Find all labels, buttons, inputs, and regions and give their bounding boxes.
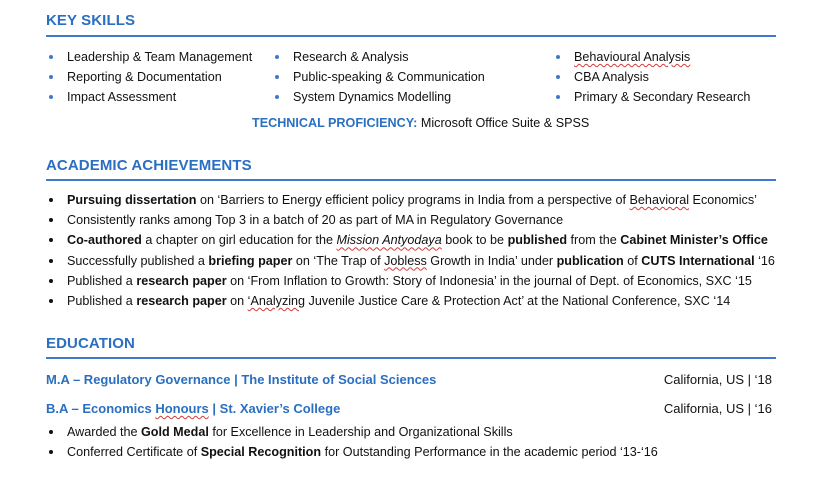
education-rule	[46, 357, 776, 359]
list-item: Pursuing dissertation on ‘Barriers to Energy efficient policy programs in India from a perspective of Behavioral Economics’	[46, 190, 775, 210]
education-heading: EDUCATION	[46, 335, 135, 352]
achievement-list	[46, 190, 775, 311]
list-item: Co-authored a chapter on girl education for the Mission Antyodaya book to be published from the Cabinet Minister’s Office	[46, 230, 775, 250]
list-item: Successfully published a briefing paper on ‘The Trap of Jobless Growth in India’ under publication of CUTS International ‘16	[46, 251, 775, 271]
degree-location: California, US | ‘16	[663, 401, 772, 416]
skill-item: Public-speaking & Communication	[272, 67, 485, 87]
list-item: Published a research paper on ‘Analyzing Juvenile Justice Care & Protection Act’ at the National Conference, SXC ‘14	[46, 291, 775, 311]
technical-proficiency-value: Microsoft Office Suite & SPSS	[420, 116, 590, 130]
key-skills-rule	[46, 35, 776, 37]
key-skills-section	[46, 0, 776, 140]
skill-item: Primary & Secondary Research	[553, 87, 750, 107]
degree-location: California, US | ‘18	[663, 372, 772, 387]
skills-column-1	[46, 47, 252, 107]
education-entry-ma	[46, 370, 776, 390]
degree-title: B.A – Economics Honours | St. Xavier’s College	[46, 401, 341, 416]
academic-rule	[46, 179, 776, 181]
skill-item: CBA Analysis	[553, 67, 750, 87]
technical-proficiency	[252, 116, 589, 130]
skills-column-2	[272, 47, 485, 107]
skill-item: Research & Analysis	[272, 47, 485, 67]
education-bullets	[46, 422, 658, 462]
skill-item: Reporting & Documentation	[46, 67, 252, 87]
academic-section	[46, 150, 776, 320]
education-section	[46, 330, 776, 480]
degree-title: M.A – Regulatory Governance | The Institute of Social Sciences	[46, 372, 437, 387]
list-item: Conferred Certificate of Special Recognition for Outstanding Performance in the academic period ‘13-‘16	[46, 442, 658, 462]
education-entry-ba	[46, 399, 776, 419]
skill-item: System Dynamics Modelling	[272, 87, 485, 107]
list-item: Published a research paper on ‘From Inflation to Growth: Story of Indonesia’ in the journal of Dept. of Economics, SXC ‘15	[46, 271, 775, 291]
skill-item: Leadership & Team Management	[46, 47, 252, 67]
technical-proficiency-label: TECHNICAL PROFICIENCY:	[252, 116, 418, 130]
list-item: Awarded the Gold Medal for Excellence in Leadership and Organizational Skills	[46, 422, 658, 442]
skills-column-3	[553, 47, 750, 107]
skill-item: Behavioural Analysis	[553, 47, 750, 67]
list-item: Consistently ranks among Top 3 in a batch of 20 as part of MA in Regulatory Governance	[46, 210, 775, 230]
academic-heading: ACADEMIC ACHIEVEMENTS	[46, 157, 252, 174]
skill-item: Impact Assessment	[46, 87, 252, 107]
key-skills-heading: KEY SKILLS	[46, 12, 136, 29]
